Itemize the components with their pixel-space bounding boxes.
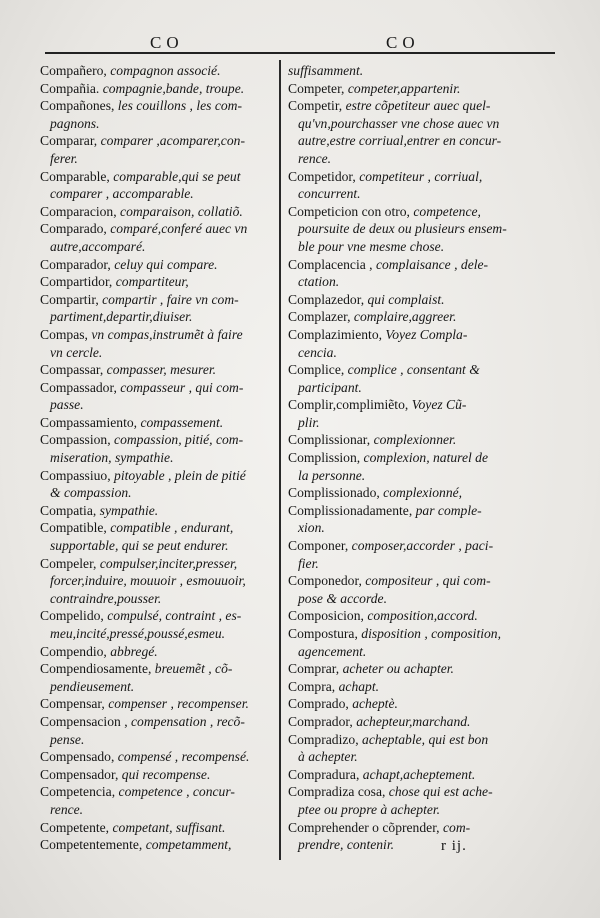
definition: Voyez Cũ- <box>411 397 467 413</box>
definition: compartir , faire vn com- <box>102 291 239 307</box>
definition: vn compas,instrumẽt à faire <box>91 326 243 342</box>
headword: Compartidor, <box>40 274 113 290</box>
headword: Componer, <box>288 538 349 554</box>
dictionary-entry <box>40 361 276 379</box>
definition-continuation: ferer. <box>50 150 78 166</box>
definition: com- <box>442 819 471 835</box>
definition-continuation: prendre, contenir. <box>298 837 395 853</box>
definition: competence , concur- <box>118 784 235 800</box>
headword: Compeler, <box>40 555 97 571</box>
dictionary-entry <box>40 643 276 661</box>
definition: compassion, pitié, com- <box>114 432 244 448</box>
headword: Compañero, <box>40 63 107 78</box>
headword: Compassiuo, <box>40 467 111 483</box>
dictionary-entry <box>40 713 276 748</box>
definition: compensé , recompensé. <box>117 749 250 765</box>
definition: comparable,qui se peut <box>113 168 241 184</box>
left-column <box>40 62 276 854</box>
dictionary-entry <box>288 678 552 696</box>
headword: Complacencia , <box>288 256 373 272</box>
dictionary-entry <box>40 819 276 837</box>
definition: comparé,conferé auec vn <box>110 221 248 237</box>
definition-continuation: autre,estre corriual,entrer en concur- <box>298 133 502 149</box>
dictionary-entry <box>288 396 552 431</box>
dictionary-entry <box>40 467 276 502</box>
definition-continuation: forcer,induire, mouuoir , esmouuoir, <box>50 573 246 589</box>
definition: qui complaist. <box>367 291 445 307</box>
definition: qui recompense. <box>121 766 211 782</box>
dictionary-entry <box>40 80 276 98</box>
definition: disposition , composition, <box>361 626 501 641</box>
definition: compenser , recompenser. <box>108 696 249 712</box>
definition: compasser, mesurer. <box>106 362 217 378</box>
definition-continuation: ble pour vne mesme chose. <box>298 238 445 254</box>
dictionary-entry <box>288 449 552 484</box>
headword: Comprar, <box>288 661 340 677</box>
headword: Complissionadamente, <box>288 502 413 518</box>
headword: Compradiza cosa, <box>288 784 386 800</box>
dictionary-entry <box>40 783 276 818</box>
definition-continuation: la personne. <box>298 467 366 483</box>
headword: Componedor, <box>288 573 362 589</box>
definition-continuation: partiment,departir,diuiser. <box>50 309 193 325</box>
definition-continuation: participant. <box>298 379 362 395</box>
definition: breuemẽt , cõ- <box>154 661 233 677</box>
definition-continuation: & compassion. <box>50 485 132 501</box>
definition-continuation: cencia. <box>298 344 337 360</box>
headword: Comparable, <box>40 168 110 184</box>
dictionary-entry <box>40 660 276 695</box>
definition: compagnie,bande, troupe. <box>102 80 245 96</box>
dictionary-entry <box>288 431 552 449</box>
dictionary-entry <box>40 132 276 167</box>
definition: competiteur , corriual, <box>359 168 483 184</box>
definition-continuation: pendieusement. <box>50 678 135 694</box>
definition: sympathie. <box>99 502 159 518</box>
headword: Composicion, <box>288 608 364 624</box>
headword: Complission, <box>288 450 361 466</box>
headword: Compelido, <box>40 608 104 624</box>
headword: Compassador, <box>40 379 117 395</box>
dictionary-entry <box>40 256 276 274</box>
definition-continuation: xion. <box>298 520 325 536</box>
headword: Complissionado, <box>288 485 380 501</box>
definition-continuation: à achepter. <box>298 749 358 765</box>
headword: Comparado, <box>40 221 107 237</box>
definition: compartiteur, <box>115 274 189 290</box>
headword: Comparador, <box>40 256 111 272</box>
definition-continuation: poursuite de deux ou plusieurs ensem- <box>298 221 507 237</box>
headword: Comprado, <box>288 696 349 712</box>
definition: chose qui est ache- <box>388 784 493 800</box>
definition: composer,accorder , paci- <box>351 538 494 554</box>
definition: compensation , recõ- <box>131 713 245 729</box>
dictionary-entry <box>40 168 276 203</box>
definition-continuation: qu'vn,pourchasser vne chose auec vn <box>298 115 500 131</box>
dictionary-entry <box>288 607 552 625</box>
headword: Competer, <box>288 80 345 96</box>
dictionary-entry <box>40 555 276 608</box>
headword: Compensacion , <box>40 713 128 729</box>
headword: Compensar, <box>40 696 105 712</box>
headword: Compas, <box>40 326 88 342</box>
dictionary-entry <box>288 695 552 713</box>
headword: Competir, <box>288 98 343 114</box>
definition: compatible , endurant, <box>110 520 234 536</box>
definition: acheptable, qui est bon <box>362 731 489 747</box>
headword: Compradizo, <box>288 731 359 747</box>
running-head-right: CO <box>386 33 420 52</box>
definition-continuation: supportable, qui se peut endurer. <box>50 538 229 554</box>
dictionary-entry <box>40 766 276 784</box>
dictionary-entry <box>40 326 276 361</box>
dictionary-entry <box>288 361 552 396</box>
dictionary-entry <box>40 379 276 414</box>
dictionary-entry <box>40 431 276 466</box>
headword: Complice, <box>288 362 345 378</box>
dictionary-entry <box>40 414 276 432</box>
definition: estre cõpetiteur auec quel- <box>345 98 491 114</box>
dictionary-entry <box>288 308 552 326</box>
definition-continuation: vn cercle. <box>50 344 103 360</box>
right-column <box>288 62 552 854</box>
headword: Competicion con otro, <box>288 203 410 219</box>
headword: Compatia, <box>40 502 97 518</box>
headword: Competentemente, <box>40 837 143 853</box>
definition-continuation: passe. <box>50 397 84 413</box>
definition: complexionner. <box>373 432 457 448</box>
headword: Compartir, <box>40 291 99 307</box>
definition-continuation: agencement. <box>298 643 367 659</box>
definition: achapt,acheptement. <box>362 766 476 782</box>
definition: complice , consentant & <box>347 362 480 378</box>
dictionary-entry <box>40 502 276 520</box>
dictionary-entry <box>288 80 552 98</box>
definition: compulsé, contraint , es- <box>107 608 242 624</box>
headword: Complazedor, <box>288 291 365 307</box>
dictionary-entry <box>288 783 552 818</box>
dictionary-entry <box>40 203 276 221</box>
definition: competence, <box>413 203 481 219</box>
definition: abbregé. <box>110 643 158 659</box>
dictionary-entry <box>288 168 552 203</box>
dictionary-entry <box>288 502 552 537</box>
headword: Complazer, <box>288 309 351 325</box>
dictionary-entry <box>40 748 276 766</box>
definition: compulser,inciter,presser, <box>99 555 238 571</box>
headword: Compassar, <box>40 362 104 378</box>
headword: Comparacion, <box>40 203 117 219</box>
definition: achapt. <box>338 678 380 694</box>
headword: Competidor, <box>288 168 356 184</box>
headword: Compensado, <box>40 749 115 765</box>
definition-continuation: comparer , accomparable. <box>50 186 194 202</box>
definition: compositeur , qui com- <box>365 573 491 589</box>
headword: Complir,complimiẽto, <box>288 397 409 413</box>
dictionary-entry <box>40 607 276 642</box>
headword: Compañones, <box>40 98 115 114</box>
headword: Compassamiento, <box>40 414 138 430</box>
dictionary-entry <box>288 62 552 80</box>
definition: Voyez Compla- <box>385 326 468 342</box>
definition-continuation: pose & accorde. <box>298 590 387 606</box>
dictionary-entry <box>288 537 552 572</box>
dictionary-entry <box>288 256 552 291</box>
definition: complexionné, <box>383 485 463 501</box>
headword: Comprador, <box>288 713 353 729</box>
headword: Compradura, <box>288 766 360 782</box>
definition: competant, suffisant. <box>112 819 226 835</box>
definition: les couillons , les com- <box>117 98 243 114</box>
dictionary-entry <box>40 220 276 255</box>
definition-continuation: ctation. <box>298 274 340 290</box>
dictionary-entry <box>40 291 276 326</box>
headword: Compostura, <box>288 626 358 641</box>
headword: Compañia. <box>40 80 100 96</box>
signature-mark: r ij. <box>441 838 467 854</box>
headword: Competencia, <box>40 784 116 800</box>
headword: Compatible, <box>40 520 107 536</box>
definition-continuation: concurrent. <box>298 186 361 202</box>
definition: comparer ,acomparer,con- <box>100 133 245 149</box>
dictionary-entry <box>288 97 552 167</box>
definition-continuation: pagnons. <box>50 115 100 131</box>
definition: suffisamment. <box>288 63 364 78</box>
definition: acheptè. <box>352 696 398 712</box>
definition-continuation: autre,accomparé. <box>50 238 146 254</box>
dictionary-entry <box>288 203 552 256</box>
definition-continuation: contraindre,pousser. <box>50 590 162 606</box>
headword: Compra, <box>288 678 336 694</box>
dictionary-entry <box>40 62 276 80</box>
definition-continuation: rence. <box>50 801 84 817</box>
dictionary-entry <box>288 625 552 660</box>
definition-continuation: fier. <box>298 555 319 571</box>
definition: complexion, naturel de <box>363 450 488 466</box>
headword: Competente, <box>40 819 110 835</box>
headword: Complazimiento, <box>288 326 383 342</box>
definition: competer,appartenir. <box>347 80 461 96</box>
definition-continuation: ptee ou propre à achepter. <box>298 801 441 817</box>
dictionary-entry <box>288 484 552 502</box>
dictionary-entry <box>288 731 552 766</box>
headword: Compendio, <box>40 643 107 659</box>
dictionary-entry <box>288 326 552 361</box>
dictionary-entry <box>288 572 552 607</box>
dictionary-entry <box>40 836 276 854</box>
header-rule <box>45 52 555 54</box>
definition: compassement. <box>140 414 224 430</box>
column-divider <box>279 60 281 860</box>
running-head-left: CO <box>150 33 184 52</box>
dictionary-entry <box>288 713 552 731</box>
definition: acheter ou achapter. <box>342 661 454 677</box>
dictionary-entry <box>40 273 276 291</box>
dictionary-entry <box>288 766 552 784</box>
definition: compagnon associé. <box>110 63 221 78</box>
headword: Compassion, <box>40 432 111 448</box>
definition-continuation: miseration, sympathie. <box>50 450 174 466</box>
definition: complaisance , dele- <box>375 256 489 272</box>
dictionary-entry <box>288 819 552 854</box>
definition: achepteur,marchand. <box>356 713 471 729</box>
definition-continuation: pense. <box>50 731 85 747</box>
definition-continuation: meu,incité,pressé,poussé,esmeu. <box>50 626 226 641</box>
headword: Complissionar, <box>288 432 371 448</box>
dictionary-entry <box>40 97 276 132</box>
definition-continuation: rence. <box>298 150 332 166</box>
definition: par comple- <box>415 502 482 518</box>
definition: comparaison, collatiõ. <box>120 203 243 219</box>
dictionary-entry <box>288 660 552 678</box>
dictionary-entry <box>40 695 276 713</box>
dictionary-entry <box>40 519 276 554</box>
headword: Comparar, <box>40 133 98 149</box>
definition-continuation: plir. <box>298 414 320 430</box>
definition: pitoyable , plein de pitié <box>114 467 246 483</box>
definition: complaire,aggreer. <box>353 309 457 325</box>
definition: celuy qui compare. <box>114 256 218 272</box>
definition: competamment, <box>145 837 232 853</box>
headword: Comprehender o cõprender, <box>288 819 440 835</box>
headword: Compendiosamente, <box>40 661 152 677</box>
dictionary-entry <box>288 291 552 309</box>
definition: composition,accord. <box>367 608 478 624</box>
definition: compasseur , qui com- <box>120 379 244 395</box>
headword: Compensador, <box>40 766 119 782</box>
